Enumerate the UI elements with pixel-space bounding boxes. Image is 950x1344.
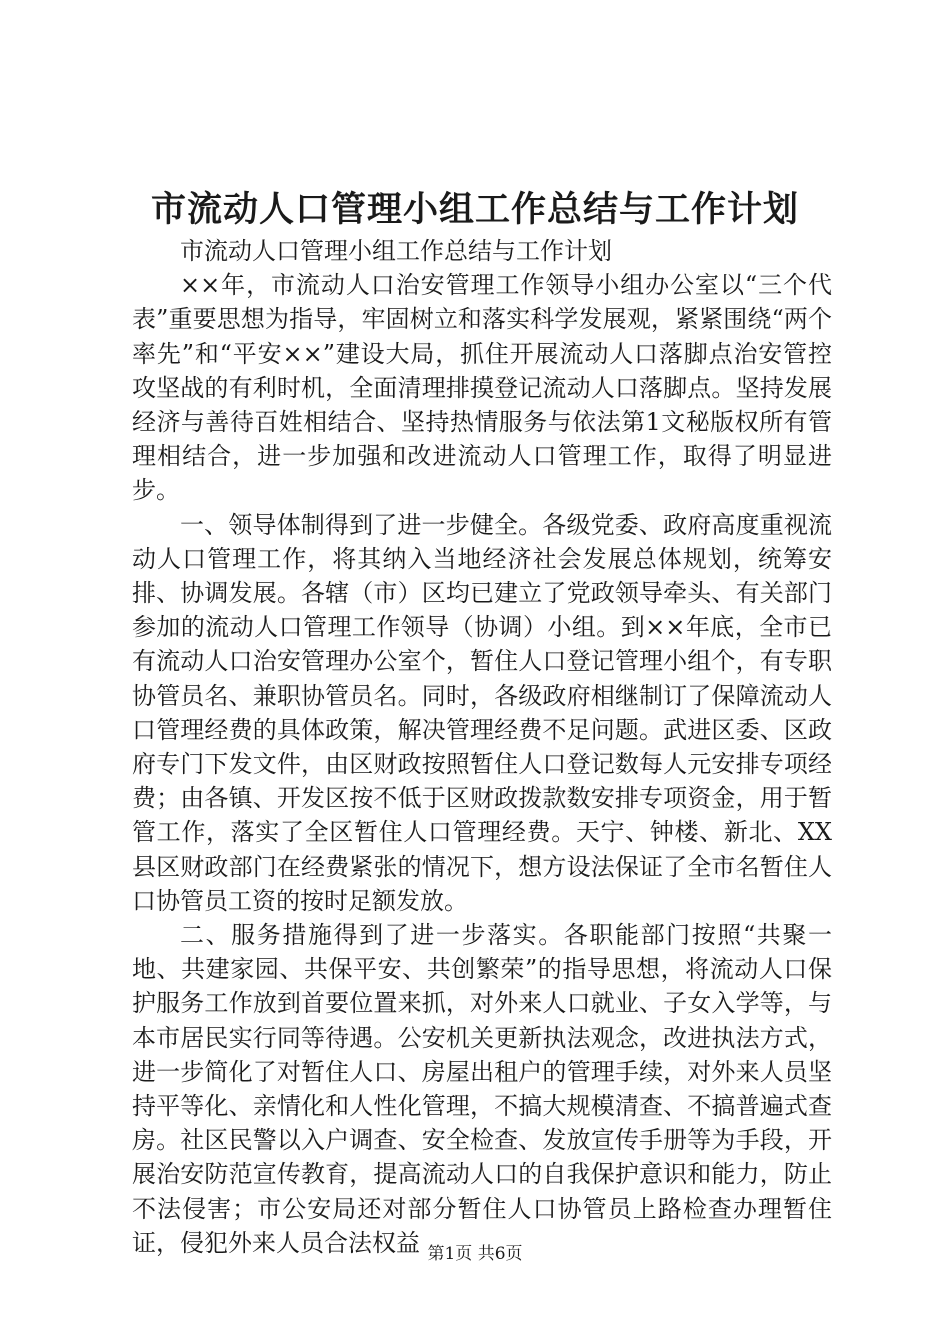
intro-paragraph: ××年，市流动人口治安管理工作领导小组办公室以“三个代表”重要思想为指导，牢固树立和落实科学发展观，紧紧围绕“两个率先”和“平安××”建设大局，抓住开展流动人口落脚点治安管控攻坚战的有利时机，全面清理排摸登记流动人口落脚点。坚持发展经济与善待百姓相结合、坚持热情服务与依法第1文秘版权所有管理相结合，进一步加强和改进流动人口管理工作，取得了明显进步。	[132, 271, 832, 505]
document-body	[132, 234, 832, 1260]
page-footer: 第1页 共6页	[427, 1244, 523, 1264]
page-title: 市流动人口管理小组工作总结与工作计划	[150, 189, 799, 230]
subtitle-paragraph: 市流动人口管理小组工作总结与工作计划	[180, 237, 612, 265]
section-two-paragraph: 二、服务措施得到了进一步落实。各职能部门按照“共聚一地、共建家园、共保平安、共创繁荣”的指导思想，将流动人口保护服务工作放到首要位置来抓，对外来人口就业、子女入学等，与本市居民实行同等待遇。公安机关更新执法观念，改进执法方式，进一步简化了对暂住人口、房屋出租户的管理手续，对外来人员坚持平等化、亲情化和人性化管理，不搞大规模清查、不搞普遍式查房。社区民警以入户调查、安全检查、发放宣传手册等为手段，开展治安防范宣传教育，提高流动人口的自我保护意识和能力，防止不法侵害；市公安局还对部分暂住人口协管员上路检查办理暂住证，侵犯外来人员合法权益	[132, 921, 832, 1257]
section-one-paragraph: 一、领导体制得到了进一步健全。各级党委、政府高度重视流动人口管理工作，将其纳入当地经济社会发展总体规划，统筹安排、协调发展。各辖（市）区均已建立了党政领导牵头、有关部门参加的流动人口管理工作领导（协调）小组。到××年底，全市已有流动人口治安管理办公室个，暂住人口登记管理小组个，有专职协管员名、兼职协管员名。同时，各级政府相继制订了保障流动人口管理经费的具体政策，解决管理经费不足问题。武进区委、区政府专门下发文件，由区财政按照暂住人口登记数每人元安排专项经费；由各镇、开发区按不低于区财政拨款数安排专项资金，用于暂管工作，落实了全区暂住人口管理经费。天宁、钟楼、新北、XX县区财政部门在经费紧张的情况下，想方设法保证了全市名暂住人口协管员工资的按时足额发放。	[132, 510, 832, 915]
